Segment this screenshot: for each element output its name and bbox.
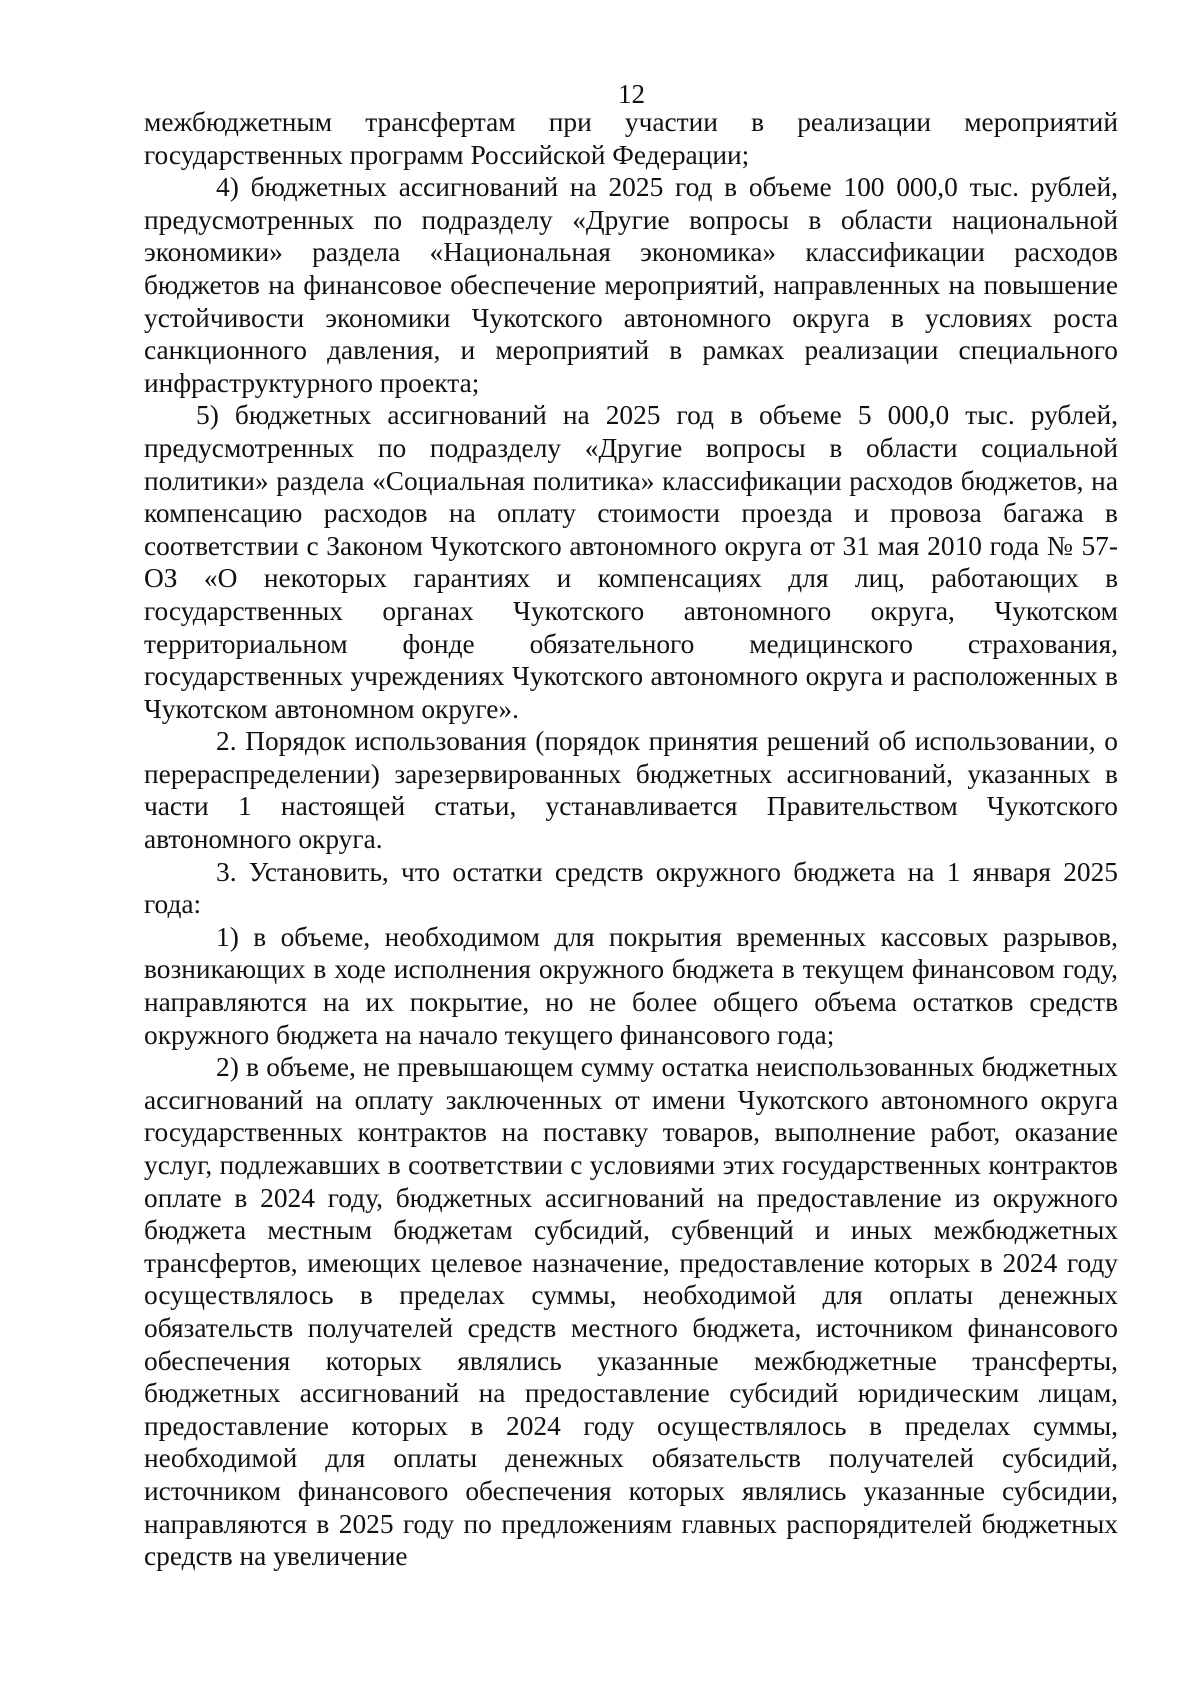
paragraph-part-2: 2. Порядок использования (порядок принятия решений об использовании, о перераспределении) зарезервированных бюджетных ассигнований, указанных в части 1 настоящей статьи, устанавливается Правительством Чукотского автономного округа. [144, 726, 1118, 855]
paragraph-continuation: межбюджетным трансфертам при участии в реализации мероприятий государственных программ Российской Федерации; [144, 107, 1118, 170]
paragraph-item-4: 4) бюджетных ассигнований на 2025 год в объеме 100 000,0 тыс. рублей, предусмотренных по подразделу «Другие вопросы в области национальной экономики» раздела «Национальная экономика» классификации расходов бюджетов на финансовое обеспечение мероприятий, направленных на повышение устойчивости экономики Чукотского автономного округа в условиях роста санкционного давления, и мероприятий в рамках реализации специального инфраструктурного проекта; [144, 172, 1118, 398]
paragraph-part-3-item-1: 1) в объеме, необходимом для покрытия временных кассовых разрывов, возникающих в ходе исполнения окружного бюджета в текущем финансовом году, направляются на их покрытие, но не более общего объема остатков средств окружного бюджета на начало текущего финансового года; [144, 921, 1118, 1050]
paragraph-part-3: 3. Установить, что остатки средств окружного бюджета на 1 января 2025 года: [144, 856, 1118, 920]
paragraph-part-3-item-2: 2) в объеме, не превышающем сумму остатка неиспользованных бюджетных ассигнований на оплату заключенных от имени Чукотского автономного округа государственных контрактов на поставку товаров, выполнение работ, оказание услуг, подлежавших в соответствии с условиями этих государственных контрактов оплате в 2024 году, бюджетных ассигнований на предоставление из окружного бюджета местным бюджетам субсидий, субвенций и иных межбюджетных трансфертов, имеющих целевое назначение, предоставление которых в 2024 году осуществлялось в пределах суммы, необходимой для оплаты денежных обязательств получателей средств местного бюджета, источником финансового обеспечения которых являлись указанные межбюджетные трансферты, бюджетных ассигнований на предоставление субсидий юридическим лицам, предоставление которых в 2024 году осуществлялось в пределах суммы, необходимой для оплаты денежных обязательств получателей субсидий, источником финансового обеспечения которых являлись указанные субсидии, направляются в 2025 году по предложениям главных распорядителей бюджетных средств на увеличение [144, 1052, 1118, 1572]
document-body [144, 106, 1118, 1573]
paragraph-item-5: 5) бюджетных ассигнований на 2025 год в объеме 5 000,0 тыс. рублей, предусмотренных по подразделу «Другие вопросы в области социальной политики» раздела «Социальная политика» классификации расходов бюджетов, на компенсацию расходов на оплату стоимости проезда и провоза багажа в соответствии с Законом Чукотского автономного округа от 31 мая 2010 года № 57-ОЗ «О некоторых гарантиях и компенсациях для лиц, работающих в государственных органах Чукотского автономного округа, Чукотском территориальном фонде обязательного медицинского страхования, государственных учреждениях Чукотского автономного округа и расположенных в Чукотском автономном округе». [144, 400, 1118, 724]
page-number: 12 [618, 79, 645, 109]
